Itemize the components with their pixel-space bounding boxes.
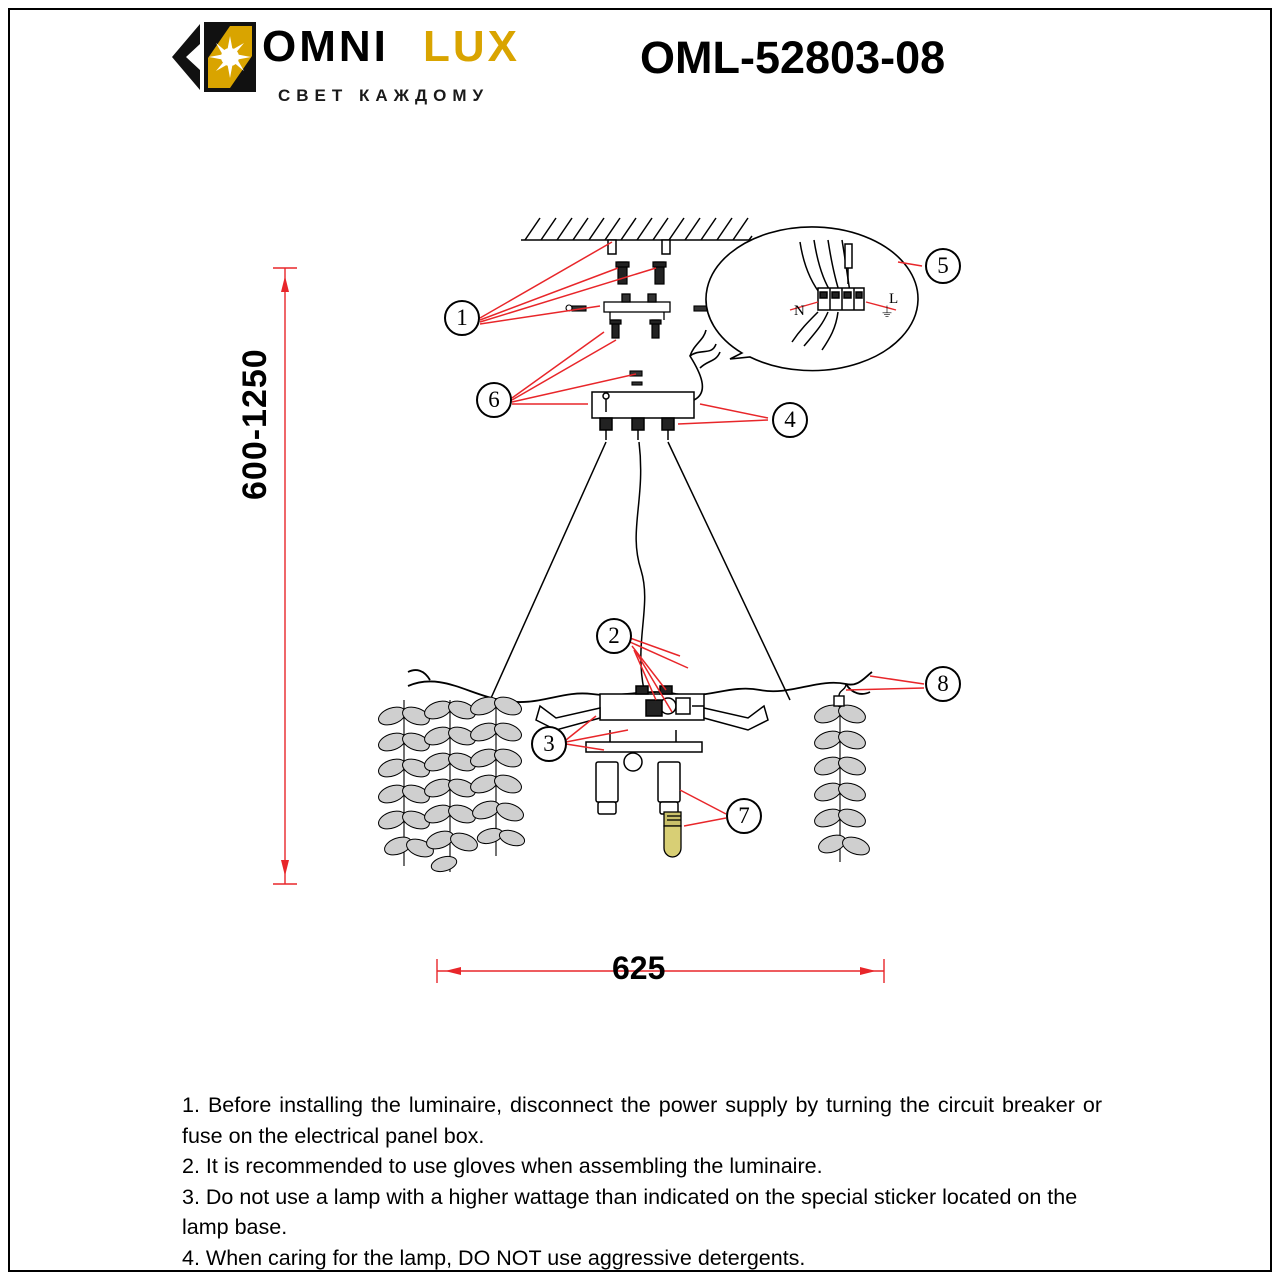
brand-name-omni: OMNI: [262, 22, 389, 71]
callout-3: 3: [531, 726, 567, 762]
mounting-bracket: [604, 294, 670, 320]
leaf-strand-left-leaves: [376, 694, 526, 874]
callout-1: 1: [444, 300, 480, 336]
installation-notes: [182, 1090, 1102, 1273]
width-dimension-label: 625: [612, 950, 666, 986]
note-item: 1. Before installing the luminaire, disconnect the power supply by turning the circuit breaker or fuse on the electrical panel box.: [182, 1093, 1102, 1148]
wiring-label-earth: ⏚: [880, 304, 894, 320]
suspension-cables: [487, 442, 790, 707]
wiring-label-neutral: N: [794, 303, 805, 319]
supply-wires: [690, 330, 720, 400]
leaf-strand-right-leaves: [812, 702, 872, 859]
note-item: 3. Do not use a lamp with a higher wattage than indicated on the special sticker located on the lamp base.: [182, 1184, 1078, 1240]
callout-7: 7: [726, 798, 762, 834]
note-item: 2. It is recommended to use gloves when assembling the luminaire.: [182, 1154, 823, 1179]
vertical-dimension-line: [273, 268, 297, 884]
lower-plate-and-lamps: [586, 730, 702, 814]
callout-6: 6: [476, 382, 512, 418]
strand-hook-icon: [834, 684, 846, 706]
wiring-label-live: L: [889, 291, 899, 307]
brand-name-lux: LUX: [423, 22, 520, 71]
ceiling-symbol: [521, 218, 752, 254]
hardware-small-parts: [566, 305, 714, 385]
wiring-detail-bubble: [706, 227, 918, 371]
callout-2: 2: [596, 618, 632, 654]
brand-tagline: СВЕТ КАЖДОМУ: [278, 86, 490, 105]
ceiling-canopy: [592, 392, 694, 440]
note-item: 4. When caring for the lamp, DO NOT use aggressive detergents.: [182, 1245, 806, 1270]
bulb-icon: [664, 812, 681, 857]
callout-5: 5: [925, 248, 961, 284]
height-dimension-label: 600-1250: [236, 348, 274, 500]
callout-8: 8: [925, 666, 961, 702]
model-code: OML-52803-08: [640, 32, 946, 83]
callout-4: 4: [772, 402, 808, 438]
